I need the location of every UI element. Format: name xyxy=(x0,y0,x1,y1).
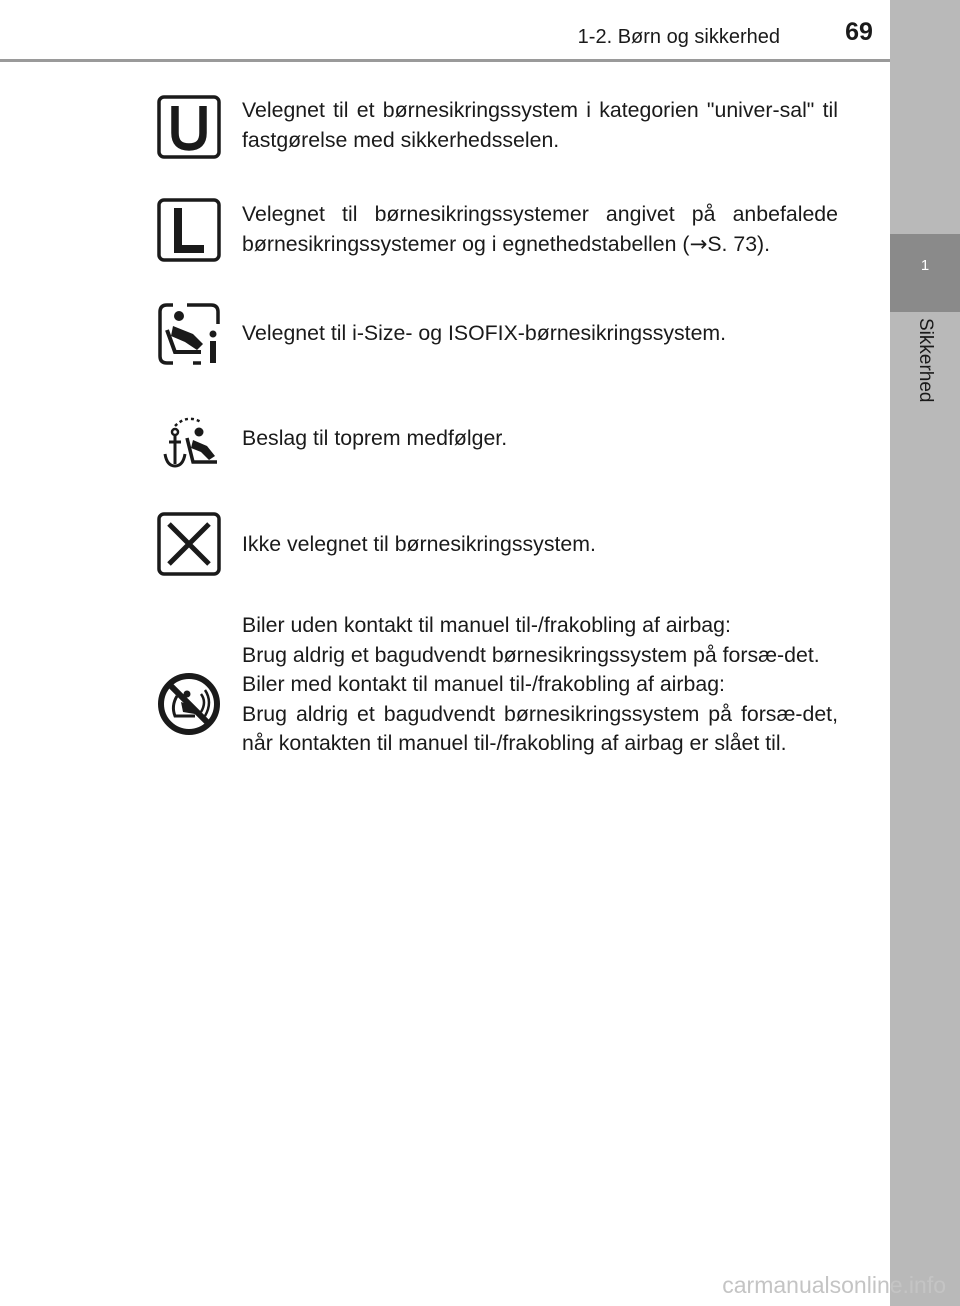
header-divider xyxy=(0,59,890,62)
row-universal-text xyxy=(242,96,838,155)
not-suitable-x-icon xyxy=(157,512,221,576)
row-not-suitable-text xyxy=(242,530,838,560)
specific-l-icon xyxy=(157,198,221,262)
row-tether-text xyxy=(242,424,838,454)
row-specific-text xyxy=(242,200,838,259)
row-text-line: Brug aldrig et bagudvendt børnesikringssystem på forsæ-det. xyxy=(242,642,820,667)
row-text-line: Biler uden kontakt til manuel til-/frakobling af airbag: xyxy=(242,613,731,637)
universal-u-icon xyxy=(157,95,221,159)
row-text: Velegnet til børnesikringssystemer angivet på anbefalede børnesikringssystemer og i egnethedstabellen (→S. 73). xyxy=(242,202,838,257)
row-text-line: Biler med kontakt til manuel til-/frakobling af airbag: xyxy=(242,672,725,696)
row-text: Velegnet til et børnesikringssystem i kategorien "univer-sal" til fastgørelse med sikkerhedsselen. xyxy=(242,98,838,152)
watermark: carmanualsonline.info xyxy=(722,1272,946,1298)
no-rear-facing-airbag-icon xyxy=(157,672,221,736)
arrow-ref-icon: → xyxy=(689,231,708,257)
chapter-side-tab xyxy=(890,0,960,1306)
chapter-number: 1 xyxy=(890,234,960,312)
row-airbag-warning-text xyxy=(242,611,838,759)
row-text: Velegnet til i-Size- og ISOFIX-børnesikringssystem. xyxy=(242,321,727,345)
isize-isofix-icon xyxy=(157,302,221,366)
page-number: 69 xyxy=(845,18,873,46)
row-text: Beslag til toprem medfølger. xyxy=(242,426,508,450)
row-isize-text xyxy=(242,319,838,349)
top-tether-anchor-icon xyxy=(157,412,221,476)
row-text-line: Brug aldrig et bagudvendt børnesikringssystem på forsæ-det, når kontakten til manuel til-/frakobling af airbag er slået til. xyxy=(242,701,838,755)
chapter-label: Sikkerhed xyxy=(915,318,936,403)
section-title: 1-2. Børn og sikkerhed xyxy=(577,26,780,48)
row-text: Ikke velegnet til børnesikringssystem. xyxy=(242,532,596,556)
